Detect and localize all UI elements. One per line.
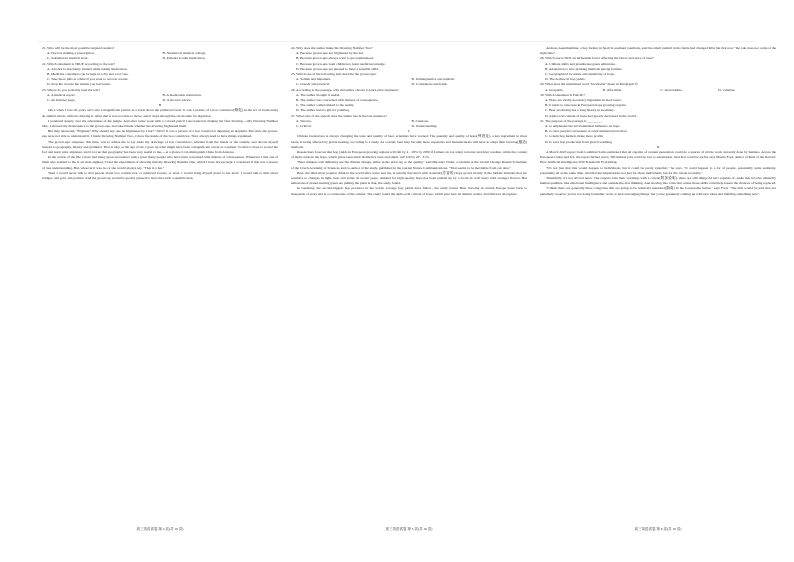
option: D. Considerate and frank.: [411, 82, 448, 87]
passage-paragraph: "It's not just that this would happen to individuals, but it could be pretty systemic," he says. "It could happen to a lot of people, potentially quite suddenly, potentially all at the same time. And that has implications not just for those individuals, but for the whole economy.": [540, 165, 776, 175]
question-24-options: [296, 51, 527, 72]
question-26-stem: 26. According to the passage, why did author choose to learn pilot airplanes?: [291, 87, 399, 92]
passage-paragraph: "I think there are generally three categories that are going to be relatively insulated(隔离) in the foreseeable future," says Ford. "The first would be jobs that are genuinely creative; you're not doing formulaic work or just rearranging things, but you're genuinely coming up with new ideas and building something new.": [540, 186, 776, 196]
option: C. Because grown-ups want children to learn useful knowledge.: [296, 61, 386, 66]
option: D. Understanding.: [411, 124, 438, 129]
passage-paragraph: Thankfully, it's not all bad news. The experts trust their warnings with a caveat(附加说明), there are still things AI isn't capable of--tasks that involve distinctly human qualities, like emotional intelligence and outside-the-box thinking. And moving into roles that centre those skills could help lessen the chances of being replaced.: [540, 176, 776, 186]
option: A. Climate shifts and greenhouse gases emissions.: [545, 61, 616, 66]
question-28-stem: 28. Which one is NOT an influential factor affecting the flavor and price of beer?: [540, 56, 654, 61]
passage-paragraph: Researchers forecast that hop yields in European growing regions will fall by 4 - 18% by 2050 if farmers do not adapt to hotter and drier weather, while the content of alpha acids in the hops, which gives beers their distinctive taste and smell, will fall by 20 - 31%.: [291, 150, 527, 160]
question-23-options: [47, 93, 278, 103]
option: C. Geographical locations and sensitivity of hops.: [545, 72, 615, 77]
option: B. Cautious.: [411, 118, 429, 123]
passage-paragraph: The grown-ups' response, this time, was to advise me to lay aside my drawings of boa constrictors, whether from the inside or the outside, and devote myself instead to geography, history and grammar. That is why, at the age of six, I gave up what might have been a magnificent career as a painter. So then I chose to accept the fact and learn pilot airplanes, and it is true that geography has been very useful to me----at a glance I can distinguish China from Arizona.: [42, 139, 278, 155]
passage-paragraph: Climate breakdown is always changing the taste and quality of beer, scientists have warned. The quantity and quality of hops(啤酒花), a key ingredient in most beers, is being affected by global heating, according to a study. As a result, beer may become more expensive and manufacturers will have to adapt their brewing(酿造) methods.: [291, 134, 527, 149]
passage-paragraph: I pondered deeply over the adventures of the jungle. And after some work with a colored pencil I succeeded in making my first drawing----My Drawing Number One. I showed my masterpiece to the grown-ups, and asked them whether the drawing frightened them.: [42, 118, 278, 129]
option: D. The author had no gift for painting.: [296, 108, 350, 113]
option: D. A doctor's advice.: [162, 98, 192, 103]
option: B. The author was concerned with matters of consequence.: [296, 98, 379, 103]
passage-paragraph: A March 2023 report from Goldman Sachs estimated that AI capable of content generation could do a quarter of all the work currently done by humans. Across the European Union and US, the report further notes, 300 million jobs could be lost to automation. And that could be awful, says Martin Ford, author of Rule of the Robots: How Artificial Intelligence Will Transform Everything.: [540, 150, 776, 165]
question-30-stem: 30. Which statement is FALSE?: [540, 92, 585, 97]
section-label: B: [158, 103, 162, 108]
passage-paragraph: Andreas Auernhammer, a hop farmer in Spalt in southern Germany, said the small rainfall in his fields had changed little but that now "the rain does not come at the right time".: [540, 46, 776, 56]
option: D. to save hop production from global warming: [545, 139, 612, 144]
question-21-options: [47, 51, 278, 61]
question-31-stem: 31. The purpose of the passage is ________.: [540, 118, 603, 123]
option: B. Medicine containers can be kept in a dry and cool case.: [47, 72, 129, 77]
option: D. Stop the reverse the instant you feel better.: [47, 82, 111, 87]
option: B. Students in medical college.: [162, 51, 207, 56]
page-footer: 高三英语试卷 第 4 页(共 10 页): [136, 527, 184, 531]
option: C. Take more pills at a time if you want to recover sooner.: [47, 77, 129, 82]
column-left: [42, 46, 278, 181]
option: D. The decline in hop yields.: [545, 77, 586, 82]
question-30-options: [545, 98, 776, 119]
question-25-options: [296, 77, 527, 87]
option: C. to help hop farmers make more profits: [545, 134, 603, 139]
option: C. An Internet page.: [47, 98, 76, 103]
question-22-options: [47, 67, 278, 88]
question-27-options: [296, 119, 527, 129]
option: B. Unimaginative and realistic.: [411, 77, 456, 82]
option: A. to emphasize the environmental influence on hops: [545, 124, 620, 129]
option: A. Because grown-ups are frightened by the hat.: [296, 51, 364, 56]
option: B. Adaptation to new planting methods among farmers.: [545, 66, 623, 71]
question-31-options: [545, 124, 776, 145]
option: A. Sincere.: [296, 118, 312, 123]
section-label: D: [656, 144, 660, 149]
question-24-stem: 24. Why does the author make his Drawing Number Two?: [291, 46, 373, 50]
option: A. The author thought it useful.: [296, 92, 341, 97]
question-22-stem: 22. Which statement is TRUE according to the text?: [42, 61, 116, 66]
top-rule: [38, 41, 756, 42]
passage-paragraph: In the course of the life, I have had many great encounters with a great many people who have been concerned with matters of consequence. Whenever I met one of them who seemed to me at all clear-sighted, I tried the experiment of showing him my Drawing Number One, which I have always kept. I wondered if this was a person of true understanding. But, whoever it was, he or she would always say, "That is a hat.": [42, 155, 278, 170]
option: A. A medical report.: [47, 92, 76, 97]
question-25-stem: 25. Which one of the following best describe the grown-ups?: [291, 72, 377, 77]
question-28-options: [545, 62, 776, 83]
option: B. Because grown-ups always want to get explanations.: [296, 56, 375, 61]
option: B. A medication instruction.: [162, 92, 202, 97]
option: C. The author compromised to the reality.: [296, 103, 355, 108]
column-middle: [291, 46, 527, 197]
option: A. Doctors making a prescription.: [47, 51, 95, 56]
page-footer: 高三英语试卷 第 6 页(共 10 页): [634, 527, 682, 531]
option: C. Greedy and practical.: [296, 82, 331, 87]
option: D. Alpha acid content of hops had greatly decreased in the world.: [545, 113, 637, 118]
question-23-stem: 23. Where do you probably read the text?: [42, 87, 101, 92]
option: D. Patients to take medication.: [162, 56, 206, 61]
option: A. Hops are vitally necessary ingredient in most beers.: [545, 98, 622, 103]
option: C. Salesmen in medical store.: [47, 56, 89, 61]
passage-paragraph: Once when I was six years old I saw a magnificent picture in a book about the primeval forest. It was a picture of a boa constrictor(蟒蛇) in the act of swallowing an animal whole, without chewing it. After that it was not able to move, and it slept through the six months for digestion.: [42, 108, 278, 118]
section-label: C: [407, 129, 411, 134]
option: B. to raise people's awareness of environmental protection: [545, 129, 627, 134]
passage-paragraph: Beer, the third-most popular drink in the world after water and tea, is usually flavoured with aromatic(芳香的) hops grown mostly in the middle latitudes that are sensitive to changes in light, heat and water. In recent years, demand for high-quality hops has been pushed up by a boom in craft beers with stronger flavors. But emissions of planet-heating gases are putting the plant at risk, the study found.: [291, 170, 527, 186]
option: D. Because grown-ups are pleased to meet a sensible child.: [296, 66, 379, 71]
option: C. unavoidable.: [660, 87, 683, 92]
option: A. incapable.: [545, 87, 564, 92]
option: B. affordable.: [602, 87, 623, 92]
question-27-stem: 27. What tone of the speech does the author use in the last sentence?: [291, 113, 387, 118]
option: A. Selfish and impatient.: [296, 77, 331, 82]
option: D. valuable.: [718, 87, 736, 92]
passage-paragraph: Then I would never talk to that person about boa constrictors, or primeval forests, or stars. I would bring myself down to his level. I would talk to him about bridges, and golf, and politics. And the grown-up would be greatly pleased to have met such a sensible man.: [42, 170, 278, 181]
option: C. Critical.: [296, 124, 312, 129]
question-29-stem: 29. What does the underlined word "inevitable" mean in Paragraph 3?: [540, 82, 638, 87]
column-right: [540, 46, 776, 197]
option: B. It tends to raise less in European hops growing regions.: [545, 103, 627, 108]
option: A. Alcohol is absolutely banned while taking medication .: [47, 66, 129, 71]
page-footer: 高三英语试卷 第 5 页(共 10 页): [385, 527, 433, 531]
question-26-options: [296, 93, 527, 114]
passage-paragraph: "Beer drinkers will definitely see the climate change, either in the price tag or the quality," said Miroslav Trnka, a scientist at the Global Change Research Institute of the Czech Academy of Sciences and co-author of the study, published in the journal Nature Communications. "That seems to be inevitable from our data.": [291, 160, 527, 170]
passage-paragraph: In Germany, the second-biggest hop producer in the world, average hop yields have fallen , the study found. Beer brewing in central Europe dates back to thousands of years and is a cornerstone of the culture. The study found the alpha acid content of hops, which give beer its distinct aroma, had fallen in all regions.: [291, 186, 527, 196]
passage-paragraph: But they answered, "Frighten? Why should any one be frightened by a hat?" NO!!! It was a picture of a boa constrictor digesting an elephant. But since the grown-ups were not able to understand it, I made Drawing Number Two--I drew the inside of the boa constrictor. They always need to have things explained.: [42, 129, 278, 139]
option: C. Beer producing has a long history in Germany.: [545, 108, 615, 113]
question-21-stem: 21. Who will be the most possible targeted readers?: [42, 46, 115, 50]
